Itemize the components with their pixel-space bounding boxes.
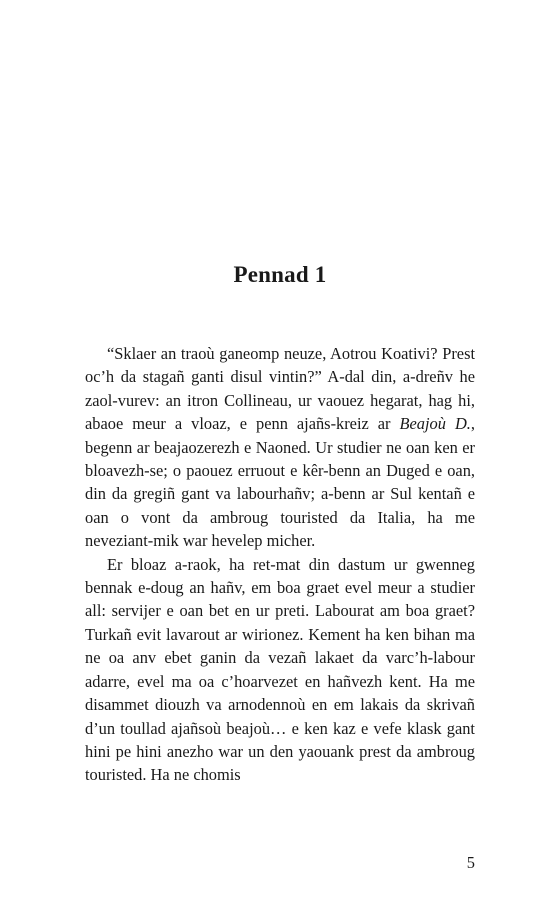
paragraph-2: Er bloaz a-raok, ha ret-mat din dastum ur gwenneg bennak e-doug an hañv, em boa graet evel meur a studier all: servijer e oan bet en ur preti. Labourat am boa graet? Turkañ evit lavarout ar wirionez. Kement ha ken bihan ma ne oa anv ebet ganin da vezañ lakaet da varc’h-labour adarre, evel ma oa c’hoarvezet en hañvezh kent. Ha me disammet diouzh va arnodennoù en em lakais da skrivañ d’un toullad ajañsoù beajoù… e ken kaz e vefe klask gant hini pe hini anezho war un den yaouank prest da ambroug touristed. Ha ne chomis — [85, 554, 475, 785]
agency-name-italic: Beajoù D. — [399, 414, 471, 434]
paragraph-1-text-end: , begenn ar beajaozerezh e Naoned. Ur studier ne oan ken er bloavezh-se; o paouez erruout e kêr-benn an Duged e oan, din da gregiñ gant va labourhañv; a-benn ar Sul kentañ e oan o vont da ambroug touristed da Italia, ha me neveziant-mik war hevelep micher. — [85, 414, 475, 551]
paragraph-1 — [85, 342, 475, 553]
page-number: 5 — [466, 853, 475, 872]
paragraph-1-text-start: “Sklaer an traoù ganeomp neuze, Aotrou Koativi? Prest oc’h da stagañ ganti disul vintin?” A-dal din, a-dreñv he zaol-vurev: an itron Collineau, ur vaouez hegarat, hag hi, abaoe meur a vloaz, e penn ajañs-kreiz ar — [85, 344, 475, 434]
chapter-title: Pennad 1 — [233, 262, 327, 287]
chapter-body — [85, 342, 475, 787]
